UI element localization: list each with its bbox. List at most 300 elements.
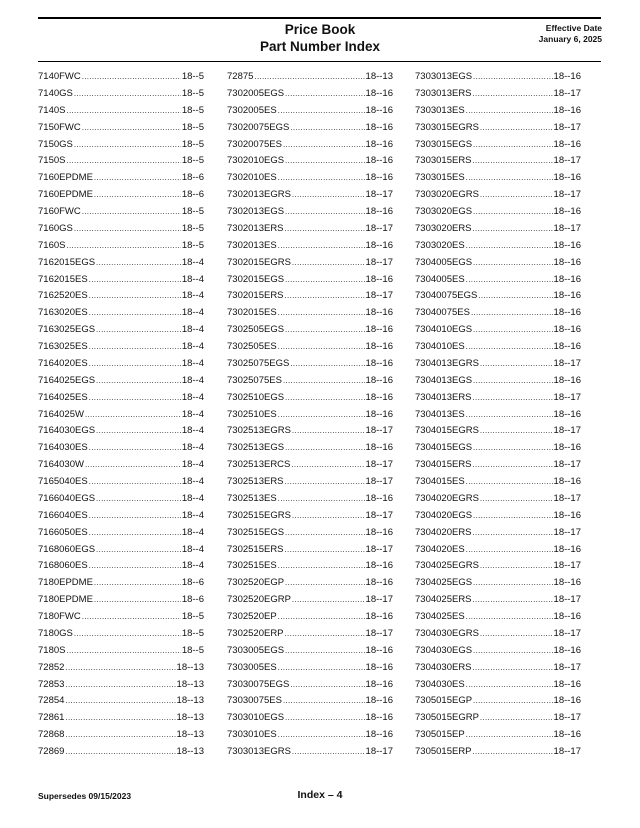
dot-leader	[66, 241, 180, 250]
page-reference: 18--16	[365, 104, 393, 116]
dot-leader	[473, 696, 552, 705]
page-reference: 18--16	[365, 526, 393, 538]
page-reference: 18--13	[176, 712, 204, 724]
dot-leader	[278, 561, 365, 570]
dot-leader	[292, 511, 365, 520]
index-entry	[415, 544, 581, 561]
page-reference: 18--13	[365, 71, 393, 82]
part-number: 7303013ERS	[415, 87, 472, 99]
dot-leader	[285, 646, 364, 655]
part-number: 72854	[38, 695, 65, 707]
page-reference: 18--17	[365, 459, 393, 471]
part-number: 7140S	[38, 104, 66, 116]
page-reference: 18--5	[181, 611, 204, 622]
part-number: 7302015ES	[227, 307, 277, 319]
part-number: 7303020EGS	[415, 206, 473, 217]
part-number: 7162520ES	[38, 290, 88, 302]
index-entry	[38, 240, 204, 257]
dot-leader	[65, 730, 175, 739]
index-entry	[227, 425, 393, 442]
page-reference: 18--16	[365, 644, 393, 656]
part-number: 7303020EGRS	[415, 189, 479, 201]
dot-leader	[473, 89, 553, 98]
index-entry	[415, 442, 581, 459]
part-number: 7164030W	[38, 459, 84, 471]
index-entry	[415, 105, 581, 122]
part-number: 7304030EGRS	[415, 627, 479, 639]
page-reference: 18--5	[181, 71, 204, 82]
page-reference: 18--16	[365, 492, 393, 504]
dot-leader	[82, 207, 181, 216]
page-reference: 18--17	[365, 425, 393, 437]
index-entry	[38, 510, 204, 527]
index-entry	[227, 712, 393, 729]
page-reference: 18--16	[365, 239, 393, 251]
dot-leader	[65, 680, 175, 689]
part-number: 7160EPDME	[38, 189, 93, 201]
page-reference: 18--16	[365, 324, 393, 336]
index-entry	[38, 442, 204, 459]
index-entry	[227, 341, 393, 358]
dot-leader	[466, 173, 553, 182]
part-number: 7302513ES	[227, 492, 277, 504]
dot-leader	[89, 511, 181, 520]
index-entry	[38, 695, 204, 712]
page-reference: 18--5	[181, 222, 204, 234]
dot-leader	[292, 747, 365, 756]
page-reference: 18--16	[553, 290, 581, 302]
page-reference: 18--16	[365, 155, 393, 167]
index-entry	[415, 679, 581, 696]
part-number: 7302513ERCS	[227, 459, 291, 471]
page-reference: 18--17	[553, 391, 581, 403]
part-number: 7302515ES	[227, 560, 277, 572]
page-reference: 18--17	[553, 492, 581, 504]
part-number: 72868	[38, 729, 65, 741]
dot-leader	[466, 680, 553, 689]
page-reference: 18--17	[553, 357, 581, 369]
page-reference: 18--16	[553, 273, 581, 285]
part-number: 7304030ERS	[415, 661, 472, 673]
page-reference: 18--17	[365, 256, 393, 268]
index-entry	[38, 729, 204, 746]
index-entry	[38, 679, 204, 696]
part-number: 72869	[38, 746, 65, 757]
page-reference: 18--17	[553, 627, 581, 639]
page-reference: 18--16	[553, 408, 581, 420]
part-number: 72875	[227, 71, 254, 82]
dot-leader	[285, 477, 365, 486]
dot-leader	[66, 156, 180, 165]
dot-leader	[473, 443, 552, 452]
part-number: 7150S	[38, 155, 66, 167]
index-entry	[415, 594, 581, 611]
part-number: 7304020ES	[415, 543, 465, 555]
page-reference: 18--16	[553, 611, 581, 622]
dot-leader	[94, 595, 181, 604]
page-reference: 18--17	[553, 121, 581, 133]
page-reference: 18--16	[553, 104, 581, 116]
dot-leader	[285, 291, 365, 300]
index-entry	[227, 493, 393, 510]
index-entry	[415, 307, 581, 324]
dot-leader	[473, 258, 552, 267]
index-entry	[415, 392, 581, 409]
dot-leader	[473, 747, 553, 756]
index-entry	[38, 560, 204, 577]
index-entry	[227, 139, 393, 156]
part-number: 73040075ES	[415, 307, 470, 319]
dot-leader	[290, 123, 364, 132]
index-entry	[227, 375, 393, 392]
page-reference: 18--4	[181, 290, 204, 302]
part-number: 7168060ES	[38, 560, 88, 572]
part-number: 7302013EGS	[227, 206, 285, 217]
dot-leader	[292, 595, 365, 604]
page-reference: 18--16	[365, 560, 393, 572]
page-reference: 18--16	[365, 138, 393, 150]
page-reference: 18--16	[553, 71, 581, 82]
page-reference: 18--16	[365, 273, 393, 285]
part-number: 7302010ES	[227, 172, 277, 184]
index-entry	[38, 88, 204, 105]
part-number: 7160S	[38, 239, 66, 251]
page-reference: 18--17	[553, 661, 581, 673]
page-reference: 18--16	[365, 442, 393, 454]
part-number: 7304020ERS	[415, 526, 472, 538]
index-entry	[415, 560, 581, 577]
dot-leader	[466, 241, 553, 250]
dot-leader	[96, 494, 181, 503]
dot-leader	[290, 680, 364, 689]
page-reference: 18--17	[365, 290, 393, 302]
index-entry	[38, 105, 204, 122]
part-number: 7304013EGS	[415, 374, 473, 386]
index-entry	[38, 459, 204, 476]
dot-leader	[473, 595, 553, 604]
dot-leader	[480, 561, 553, 570]
part-number: 7304015ERS	[415, 459, 472, 471]
index-entry	[38, 274, 204, 291]
index-entry	[227, 544, 393, 561]
dot-leader	[473, 156, 553, 165]
page-reference: 18--17	[365, 627, 393, 639]
index-entry	[227, 611, 393, 628]
page-reference: 18--16	[365, 87, 393, 99]
page-reference: 18--4	[181, 324, 204, 336]
dot-leader	[89, 477, 181, 486]
page-reference: 18--5	[181, 138, 204, 150]
dot-leader	[473, 511, 552, 520]
page-reference: 18--16	[365, 374, 393, 386]
dot-leader	[292, 190, 365, 199]
dot-leader	[66, 106, 180, 115]
index-entry	[38, 189, 204, 206]
page-reference: 18--16	[365, 172, 393, 184]
dot-leader	[94, 190, 181, 199]
part-number: 7302015EGRS	[227, 256, 291, 268]
dot-leader	[285, 528, 364, 537]
page-reference: 18--16	[553, 324, 581, 336]
part-number: 7304015EGS	[415, 442, 473, 454]
part-number: 7164025ES	[38, 391, 88, 403]
index-entry	[227, 628, 393, 645]
index-entry	[227, 527, 393, 544]
index-entry	[227, 729, 393, 746]
page-reference: 18--6	[181, 594, 204, 606]
dot-leader	[285, 393, 364, 402]
page-reference: 18--17	[365, 746, 393, 757]
index-entry	[227, 645, 393, 662]
page-reference: 18--5	[181, 627, 204, 639]
index-entry	[415, 240, 581, 257]
part-number: 7303013ES	[415, 104, 465, 116]
dot-leader	[96, 258, 181, 267]
dot-leader	[480, 123, 553, 132]
page-reference: 18--6	[181, 189, 204, 201]
dot-leader	[285, 629, 365, 638]
part-number: 7304005ES	[415, 273, 465, 285]
page-reference: 18--16	[365, 661, 393, 673]
part-number: 7304015EGRS	[415, 425, 479, 437]
index-entry	[415, 257, 581, 274]
dot-leader	[278, 663, 365, 672]
page-reference: 18--16	[365, 611, 393, 622]
index-entry	[38, 290, 204, 307]
page-reference: 18--13	[176, 661, 204, 673]
dot-leader	[473, 646, 552, 655]
part-number: 7163025ES	[38, 341, 88, 352]
dot-leader	[96, 545, 181, 554]
part-number: 73020075ES	[227, 138, 282, 150]
part-number: 7304030EGS	[415, 644, 473, 656]
part-number: 7302015EGS	[227, 273, 285, 285]
dot-leader	[291, 460, 364, 469]
page-reference: 18--16	[553, 138, 581, 150]
index-entry	[227, 459, 393, 476]
part-number: 7160GS	[38, 222, 73, 234]
index-entry	[415, 172, 581, 189]
index-entry	[415, 510, 581, 527]
page-reference: 18--16	[553, 341, 581, 352]
page-reference: 18--16	[553, 172, 581, 184]
index-entry	[38, 493, 204, 510]
part-number: 7160EPDME	[38, 172, 93, 184]
dot-leader	[89, 528, 181, 537]
part-number: 7302510ES	[227, 408, 277, 420]
document-title: Price Book	[284, 22, 356, 37]
document-subtitle: Part Number Index	[259, 39, 381, 54]
part-number: 73025075ES	[227, 374, 282, 386]
dot-leader	[473, 663, 553, 672]
page-reference: 18--4	[181, 391, 204, 403]
page-reference: 18--16	[553, 476, 581, 487]
dot-leader	[65, 713, 175, 722]
page-reference: 18--16	[365, 206, 393, 217]
part-number: 7164025W	[38, 408, 84, 420]
index-entry	[415, 223, 581, 240]
index-entry	[38, 223, 204, 240]
part-number: 7302510EGS	[227, 391, 285, 403]
part-number: 7304025ERS	[415, 594, 472, 606]
index-entry	[227, 88, 393, 105]
index-entry	[415, 712, 581, 729]
dot-leader	[466, 106, 553, 115]
page-reference: 18--5	[181, 121, 204, 133]
page-reference: 18--5	[181, 104, 204, 116]
page-reference: 18--6	[181, 577, 204, 589]
dot-leader	[278, 730, 365, 739]
part-number: 7163020ES	[38, 307, 88, 319]
page-reference: 18--17	[553, 746, 581, 757]
index-entry	[38, 375, 204, 392]
part-number: 7304005EGS	[415, 256, 473, 268]
dot-leader	[285, 207, 364, 216]
page-reference: 18--16	[553, 442, 581, 454]
dot-leader	[82, 123, 181, 132]
page-reference: 18--4	[181, 357, 204, 369]
page-reference: 18--16	[365, 391, 393, 403]
index-entry	[38, 611, 204, 628]
index-entry	[38, 172, 204, 189]
page-reference: 18--4	[181, 341, 204, 352]
part-number: 7302520ERP	[227, 627, 284, 639]
dot-leader	[74, 140, 181, 149]
page-reference: 18--4	[181, 476, 204, 487]
index-entry	[227, 358, 393, 375]
page-reference: 18--17	[553, 560, 581, 572]
dot-leader	[89, 393, 181, 402]
page-reference: 18--17	[553, 712, 581, 724]
index-entry	[415, 493, 581, 510]
index-entry	[227, 577, 393, 594]
dot-leader	[292, 426, 365, 435]
index-entry	[415, 155, 581, 172]
index-entry	[415, 375, 581, 392]
dot-leader	[466, 730, 553, 739]
page-reference: 18--16	[365, 408, 393, 420]
index-entry	[415, 662, 581, 679]
page-reference: 18--17	[365, 222, 393, 234]
page-reference: 18--4	[181, 273, 204, 285]
index-entry	[38, 358, 204, 375]
index-entry	[38, 341, 204, 358]
part-number: 7304013ES	[415, 408, 465, 420]
dot-leader	[473, 376, 552, 385]
page-reference: 18--17	[553, 594, 581, 606]
page-reference: 18--16	[365, 712, 393, 724]
page-reference: 18--17	[553, 425, 581, 437]
part-number: 7163025EGS	[38, 324, 96, 336]
part-number: 7303015EGS	[415, 138, 473, 150]
index-entry	[415, 527, 581, 544]
part-number: 7164025EGS	[38, 374, 96, 386]
part-number: 7168060EGS	[38, 543, 96, 555]
page-reference: 18--4	[181, 307, 204, 319]
index-entry	[38, 527, 204, 544]
page-reference: 18--4	[181, 374, 204, 386]
index-entry	[227, 662, 393, 679]
page-reference: 18--16	[365, 695, 393, 707]
page-reference: 18--16	[365, 341, 393, 352]
index-entry	[227, 409, 393, 426]
page-reference: 18--16	[553, 729, 581, 741]
dot-leader	[89, 275, 181, 284]
page-reference: 18--16	[553, 206, 581, 217]
dot-leader	[290, 359, 364, 368]
part-number: 7303015ERS	[415, 155, 472, 167]
dot-leader	[473, 224, 553, 233]
dot-leader	[85, 460, 181, 469]
index-entry	[227, 206, 393, 223]
dot-leader	[466, 275, 553, 284]
index-entry	[38, 645, 204, 662]
part-number: 73020075EGS	[227, 121, 290, 133]
index-column-1	[38, 71, 204, 763]
page-reference: 18--4	[181, 459, 204, 471]
dot-leader	[466, 477, 553, 486]
index-column-2	[227, 71, 393, 763]
dot-leader	[285, 275, 364, 284]
dot-leader	[89, 308, 181, 317]
part-number: 7304025EGS	[415, 577, 473, 589]
part-number: 7305015EGP	[415, 695, 473, 707]
dot-leader	[478, 291, 552, 300]
index-entry	[38, 392, 204, 409]
part-number: 7164020ES	[38, 357, 88, 369]
dot-leader	[89, 342, 181, 351]
dot-leader	[278, 241, 365, 250]
index-entry	[227, 392, 393, 409]
dot-leader	[74, 89, 181, 98]
index-entry	[38, 476, 204, 493]
part-number: 72853	[38, 678, 65, 690]
index-entry	[227, 746, 393, 763]
part-number: 7180GS	[38, 627, 73, 639]
part-number: 7303010EGS	[227, 712, 285, 724]
index-entry	[227, 679, 393, 696]
page-reference: 18--13	[176, 746, 204, 757]
page-reference: 18--17	[365, 476, 393, 487]
index-entry	[38, 139, 204, 156]
dot-leader	[89, 291, 181, 300]
part-number: 7304025EGRS	[415, 560, 479, 572]
dot-leader	[74, 629, 181, 638]
part-number: 7164030ES	[38, 442, 88, 454]
index-entry	[415, 189, 581, 206]
index-entry	[227, 510, 393, 527]
part-number: 7304020EGRS	[415, 492, 479, 504]
page-reference: 18--4	[181, 492, 204, 504]
page-reference: 18--16	[553, 307, 581, 319]
dot-leader	[480, 494, 553, 503]
page-reference: 18--16	[553, 644, 581, 656]
part-number: 7160FWC	[38, 206, 81, 217]
part-number: 7162015ES	[38, 273, 88, 285]
dot-leader	[96, 376, 181, 385]
part-number: 7304013ERS	[415, 391, 472, 403]
index-entry	[415, 88, 581, 105]
index-entry	[415, 425, 581, 442]
dot-leader	[278, 410, 365, 419]
index-entry	[38, 122, 204, 139]
part-number: 7302513ERS	[227, 476, 284, 487]
index-column-3	[415, 71, 581, 763]
part-number: 7166050ES	[38, 526, 88, 538]
part-number: 7303010ES	[227, 729, 277, 741]
index-entry	[38, 206, 204, 223]
index-entry	[415, 206, 581, 223]
